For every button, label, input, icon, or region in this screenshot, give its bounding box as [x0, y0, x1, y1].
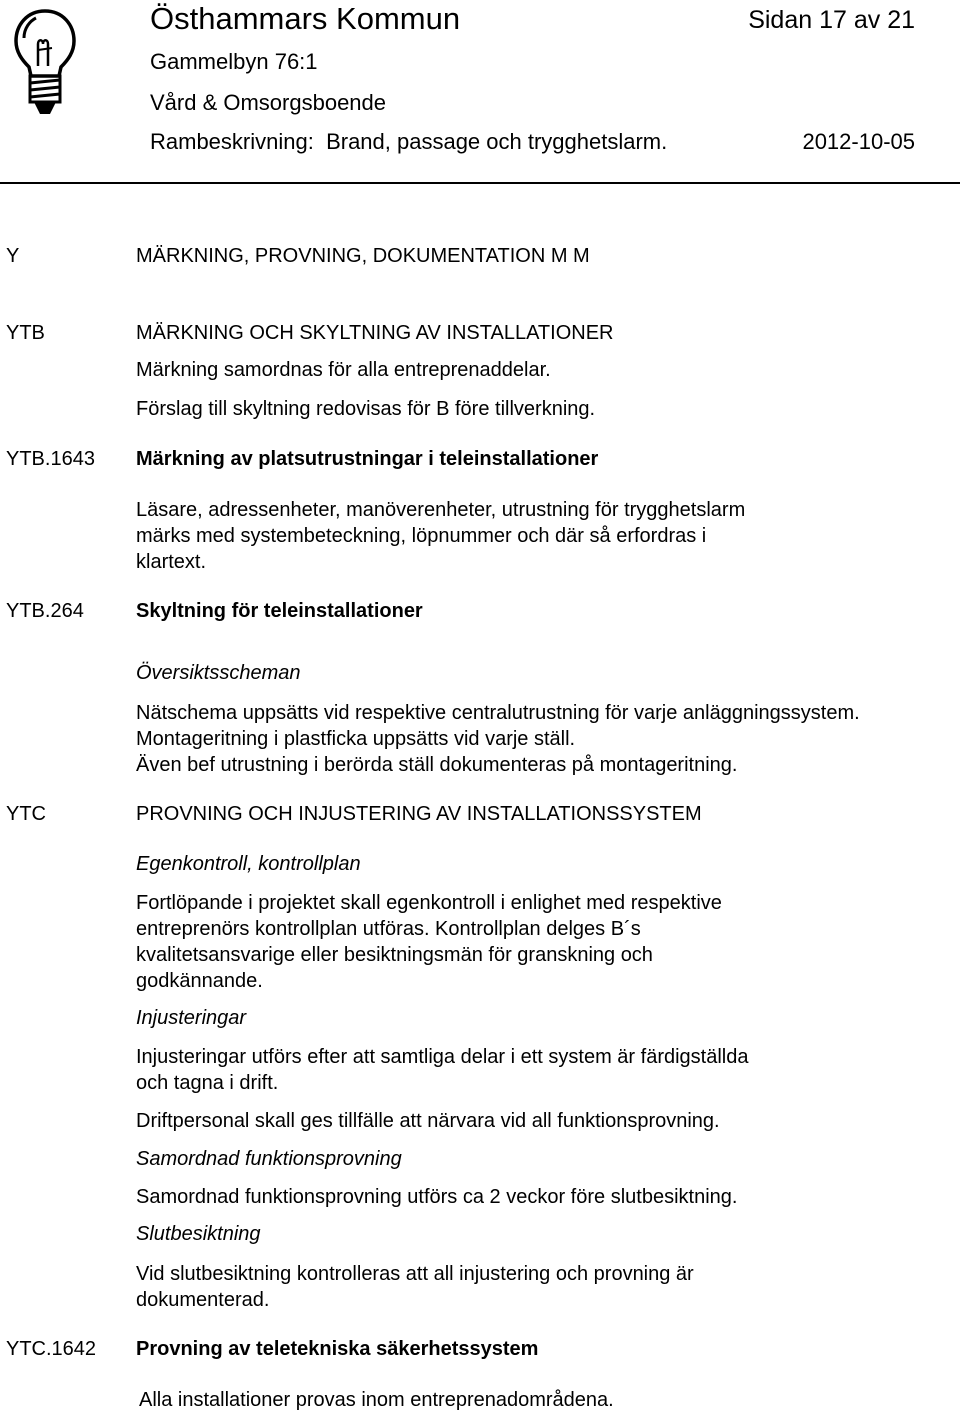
- paragraph-line: Fortlöpande i projektet skall egenkontroll i enlighet med respektive: [136, 892, 722, 914]
- paragraph-line: märks med systembeteckning, löpnummer och där så erfordras i: [136, 525, 707, 547]
- paragraph-line: godkännande.: [136, 970, 263, 992]
- paragraph-line: och tagna i drift.: [136, 1072, 279, 1094]
- subheading-injusteringar: Injusteringar: [136, 1007, 247, 1029]
- header-divider: [0, 182, 960, 184]
- section-title-ytb1643: Märkning av platsutrustningar i teleinstallationer: [136, 448, 599, 470]
- paragraph-line: Märkning samordnas för alla entreprenaddelar.: [136, 359, 551, 381]
- section-code-ytc1642: YTC.1642: [6, 1338, 97, 1360]
- section-title-y: MÄRKNING, PROVNING, DOKUMENTATION M M: [136, 245, 590, 267]
- paragraph-line: Vid slutbesiktning kontrolleras att all injustering och provning är: [136, 1263, 694, 1285]
- paragraph-line: Injusteringar utförs efter att samtliga delar i ett system är färdigställda: [136, 1046, 749, 1068]
- section-title-ytc: PROVNING OCH INJUSTERING AV INSTALLATIONSSYSTEM: [136, 803, 702, 825]
- paragraph-line: Samordnad funktionsprovning utförs ca 2 veckor före slutbesiktning.: [136, 1186, 738, 1208]
- section-title-ytb: MÄRKNING OCH SKYLTNING AV INSTALLATIONER: [136, 322, 614, 344]
- section-title-ytb264: Skyltning för teleinstallationer: [136, 600, 423, 622]
- section-title-ytc1642: Provning av teletekniska säkerhetssystem: [136, 1338, 539, 1360]
- header-organization: Östhammars Kommun: [150, 1, 461, 36]
- header-description: Rambeskrivning: Brand, passage och trygghetslarm.: [150, 129, 668, 154]
- section-code-ytb264: YTB.264: [6, 600, 84, 622]
- paragraph-line: kvalitetsansvarige eller besiktningsmän för granskning och: [136, 944, 653, 966]
- section-code-ytb: YTB: [6, 322, 45, 344]
- section-code-ytc: YTC: [6, 803, 46, 825]
- light-bulb-logo-icon: [12, 8, 78, 120]
- paragraph-line: klartext.: [136, 551, 207, 573]
- section-code-ytb1643: YTB.1643: [6, 448, 95, 470]
- section-code-y: Y: [6, 245, 20, 267]
- header-property: Gammelbyn 76:1: [150, 49, 318, 74]
- subheading-slutbesiktning: Slutbesiktning: [136, 1223, 261, 1245]
- paragraph-line: Läsare, adressenheter, manöverenheter, utrustning för trygghetslarm: [136, 499, 746, 521]
- header-facility: Vård & Omsorgsboende: [150, 90, 387, 115]
- paragraph-line: Montageritning i plastficka uppsätts vid varje ställ.: [136, 728, 576, 750]
- paragraph-line: Förslag till skyltning redovisas för B före tillverkning.: [136, 398, 596, 420]
- header-date: 2012-10-05: [802, 129, 915, 154]
- paragraph-line: dokumenterad.: [136, 1289, 270, 1311]
- subheading-oversiktsscheman: Översiktsscheman: [136, 662, 301, 684]
- subheading-egenkontroll: Egenkontroll, kontrollplan: [136, 853, 361, 875]
- paragraph-line: Även bef utrustning i berörda ställ dokumenteras på montageritning.: [136, 754, 738, 776]
- paragraph-line: Driftpersonal skall ges tillfälle att närvara vid all funktionsprovning.: [136, 1110, 720, 1132]
- paragraph-line: Alla installationer provas inom entreprenadområdena.: [139, 1389, 614, 1411]
- header-page-number: Sidan 17 av 21: [748, 6, 915, 34]
- paragraph-line: Nätschema uppsätts vid respektive centralutrustning för varje anläggningssystem.: [136, 702, 860, 724]
- paragraph-line: entreprenörs kontrollplan utföras. Kontrollplan delges B´s: [136, 918, 641, 940]
- subheading-samordnad-funktionsprovning: Samordnad funktionsprovning: [136, 1148, 402, 1170]
